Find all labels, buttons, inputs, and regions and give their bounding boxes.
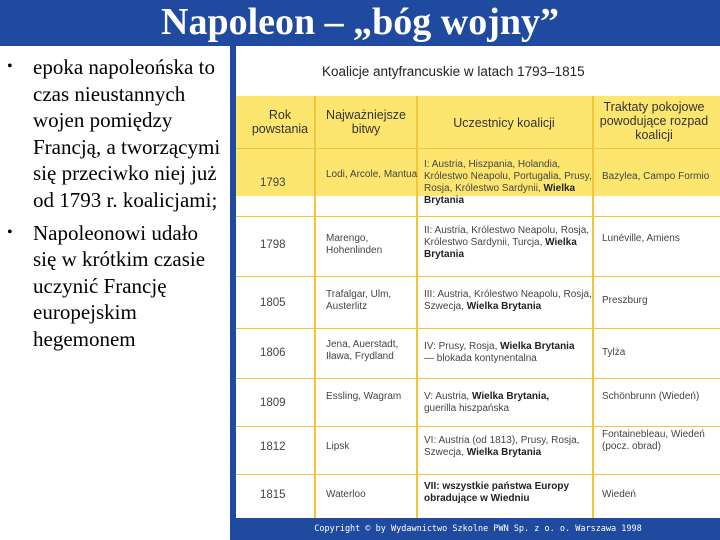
bullet-dot-icon: • — [7, 58, 13, 75]
coalitions-table-image — [236, 46, 720, 540]
table-row: 1806 Jena, Auerstadt, Iława, Frydland IV: Prusy, Rosja, Wielka Brytania — blokada kontynentalna Tylża — [236, 328, 720, 379]
header-participants: Uczestnicy koalicji — [453, 116, 555, 130]
slide-title: Napoleon – „bóg wojny” — [161, 1, 559, 43]
header-treaties: Traktaty pokojowe powodujące rozpad koalicji — [599, 100, 709, 142]
copyright-bar: Copyright © by Wydawnictwo Szkolne PWN Sp. z o. o. Warszawa 1998 — [236, 518, 720, 540]
header-year: Rok powstania — [251, 108, 309, 136]
table-row: 1805 Trafalgar, Ulm, Austerlitz III: Austria, Królestwo Neapolu, Rosja, Szwecja, Wielka Brytania Preszburg — [236, 276, 720, 327]
bullet-item: • epoka napoleońska to czas nieustannych wojen pomiędzy Francją, a tworzącymi się przeciwko niej już od 1793 r. koalicjami; — [7, 55, 221, 212]
bullet-panel — [0, 46, 230, 540]
table-row: 1793 Lodi, Arcole, Mantua I: Austria, Hiszpania, Holandia, Królestwo Neapolu, Portugalia, Prusy, Rosja, Królestwo Sardynii, Wielka Brytania Bazylea, Campo Formio — [236, 148, 720, 205]
header-battles: Najważniejsze bitwy — [326, 108, 406, 136]
bullet-item: • Napoleonowi udało się w krótkim czasie uczynić Francję europejskim hegemonem — [7, 220, 206, 351]
bullet-dot-icon: • — [7, 223, 13, 241]
table-row: 1809 Essling, Wagram V: Austria, Wielka Brytania, guerilla hiszpańska Schönbrunn (Wiedeń) — [236, 378, 720, 435]
table-row: 1798 Marengo, Hohenlinden II: Austria, Królestwo Neapolu, Rosja, Królestwo Sardynii, Turcja, Wielka Brytania Lunéville, Amiens — [236, 216, 720, 273]
table-row: 1815 Waterloo VII: wszystkie państwa Europy obradujące w Wiedniu Wiedeń — [236, 474, 720, 519]
bullet-list — [0, 46, 230, 353]
table-title: Koalicje antyfrancuskie w latach 1793–1815 — [322, 64, 585, 79]
table-row: 1812 Lipsk VI: Austria (od 1813), Prusy, Rosja, Szwecja, Wielka Brytania Fontainebleau, Wiedeń (pocz. obrad) — [236, 426, 720, 475]
